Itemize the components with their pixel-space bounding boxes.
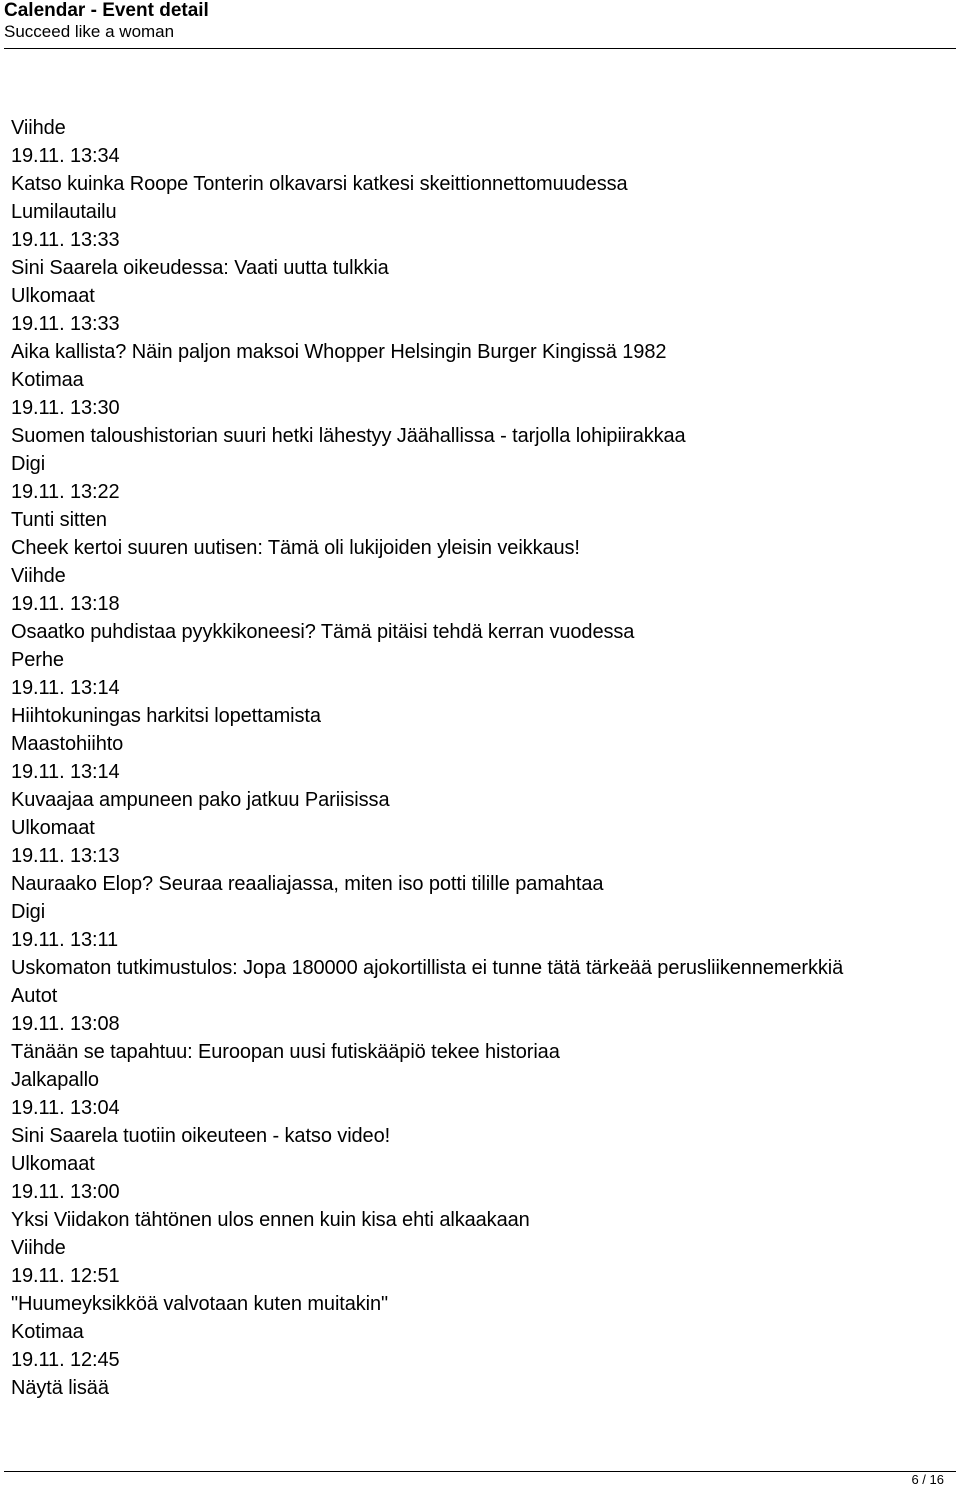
news-headline: Yksi Viidakon tähtönen ulos ennen kuin kisa ehti alkaakaan — [11, 1209, 530, 1231]
news-category: Viihde — [11, 565, 66, 587]
news-timestamp: 19.11. 13:22 — [11, 481, 120, 503]
news-category: Ulkomaat — [11, 1153, 95, 1175]
news-timestamp: 19.11. 13:30 — [11, 397, 120, 419]
news-headline: Sini Saarela tuotiin oikeuteen - katso video! — [11, 1125, 391, 1147]
news-timestamp: 19.11. 12:45 — [11, 1349, 120, 1371]
news-headline: Nauraako Elop? Seuraa reaaliajassa, miten iso potti tilille pamahtaa — [11, 873, 604, 895]
news-headline: Sini Saarela oikeudessa: Vaati uutta tulkkia — [11, 257, 389, 279]
news-headline: Cheek kertoi suuren uutisen: Tämä oli lukijoiden yleisin veikkaus! — [11, 537, 580, 559]
news-headline: Hiihtokuningas harkitsi lopettamista — [11, 705, 321, 727]
news-category: Maastohiihto — [11, 733, 124, 755]
news-headline: "Huumeyksikköä valvotaan kuten muitakin" — [11, 1293, 389, 1315]
news-category: Digi — [11, 901, 46, 923]
news-timestamp: 19.11. 13:33 — [11, 313, 120, 335]
news-timestamp: 19.11. 13:00 — [11, 1181, 120, 1203]
news-headline: Uskomaton tutkimustulos: Jopa 180000 ajokortillista ei tunne tätä tärkeää perusliikennemerkkiä — [11, 957, 844, 979]
news-category: Kotimaa — [11, 1321, 84, 1343]
news-relative-time: Tunti sitten — [11, 509, 107, 531]
news-timestamp: 19.11. 12:51 — [11, 1265, 120, 1287]
document-subtitle: Succeed like a woman — [4, 22, 175, 41]
news-category: Perhe — [11, 649, 64, 671]
news-category: Jalkapallo — [11, 1069, 99, 1091]
news-timestamp: 19.11. 13:18 — [11, 593, 120, 615]
news-category: Ulkomaat — [11, 285, 95, 307]
news-category: Viihde — [11, 117, 66, 139]
news-list — [11, 114, 956, 1402]
news-headline: Suomen taloushistorian suuri hetki lähestyy Jäähallissa - tarjolla lohipiirakkaa — [11, 425, 686, 447]
news-timestamp: 19.11. 13:33 — [11, 229, 120, 251]
news-category: Kotimaa — [11, 369, 84, 391]
news-category: Digi — [11, 453, 46, 475]
page-number: 6 / 16 — [911, 1472, 944, 1487]
news-headline: Katso kuinka Roope Tonterin olkavarsi katkesi skeittionnettomuudessa — [11, 173, 628, 195]
footer-divider — [4, 1471, 956, 1472]
news-headline: Kuvaajaa ampuneen pako jatkuu Pariisissa — [11, 789, 390, 811]
news-category: Ulkomaat — [11, 817, 95, 839]
news-timestamp: 19.11. 13:04 — [11, 1097, 120, 1119]
page-header — [4, 0, 956, 42]
news-headline: Tänään se tapahtuu: Euroopan uusi futiskääpiö tekee historiaa — [11, 1041, 560, 1063]
news-timestamp: 19.11. 13:13 — [11, 845, 120, 867]
news-timestamp: 19.11. 13:14 — [11, 677, 120, 699]
news-category: Autot — [11, 985, 58, 1007]
news-timestamp: 19.11. 13:14 — [11, 761, 120, 783]
news-timestamp: 19.11. 13:08 — [11, 1013, 120, 1035]
news-timestamp: 19.11. 13:34 — [11, 145, 120, 167]
news-category: Viihde — [11, 1237, 66, 1259]
document-title: Calendar - Event detail — [4, 0, 209, 21]
show-more-link: Näytä lisää — [11, 1377, 109, 1399]
news-timestamp: 19.11. 13:11 — [11, 929, 119, 951]
news-headline: Aika kallista? Näin paljon maksoi Whopper Helsingin Burger Kingissä 1982 — [11, 341, 667, 363]
news-headline: Osaatko puhdistaa pyykkikoneesi? Tämä pitäisi tehdä kerran vuodessa — [11, 621, 635, 643]
news-category: Lumilautailu — [11, 201, 117, 223]
header-divider — [4, 48, 956, 49]
